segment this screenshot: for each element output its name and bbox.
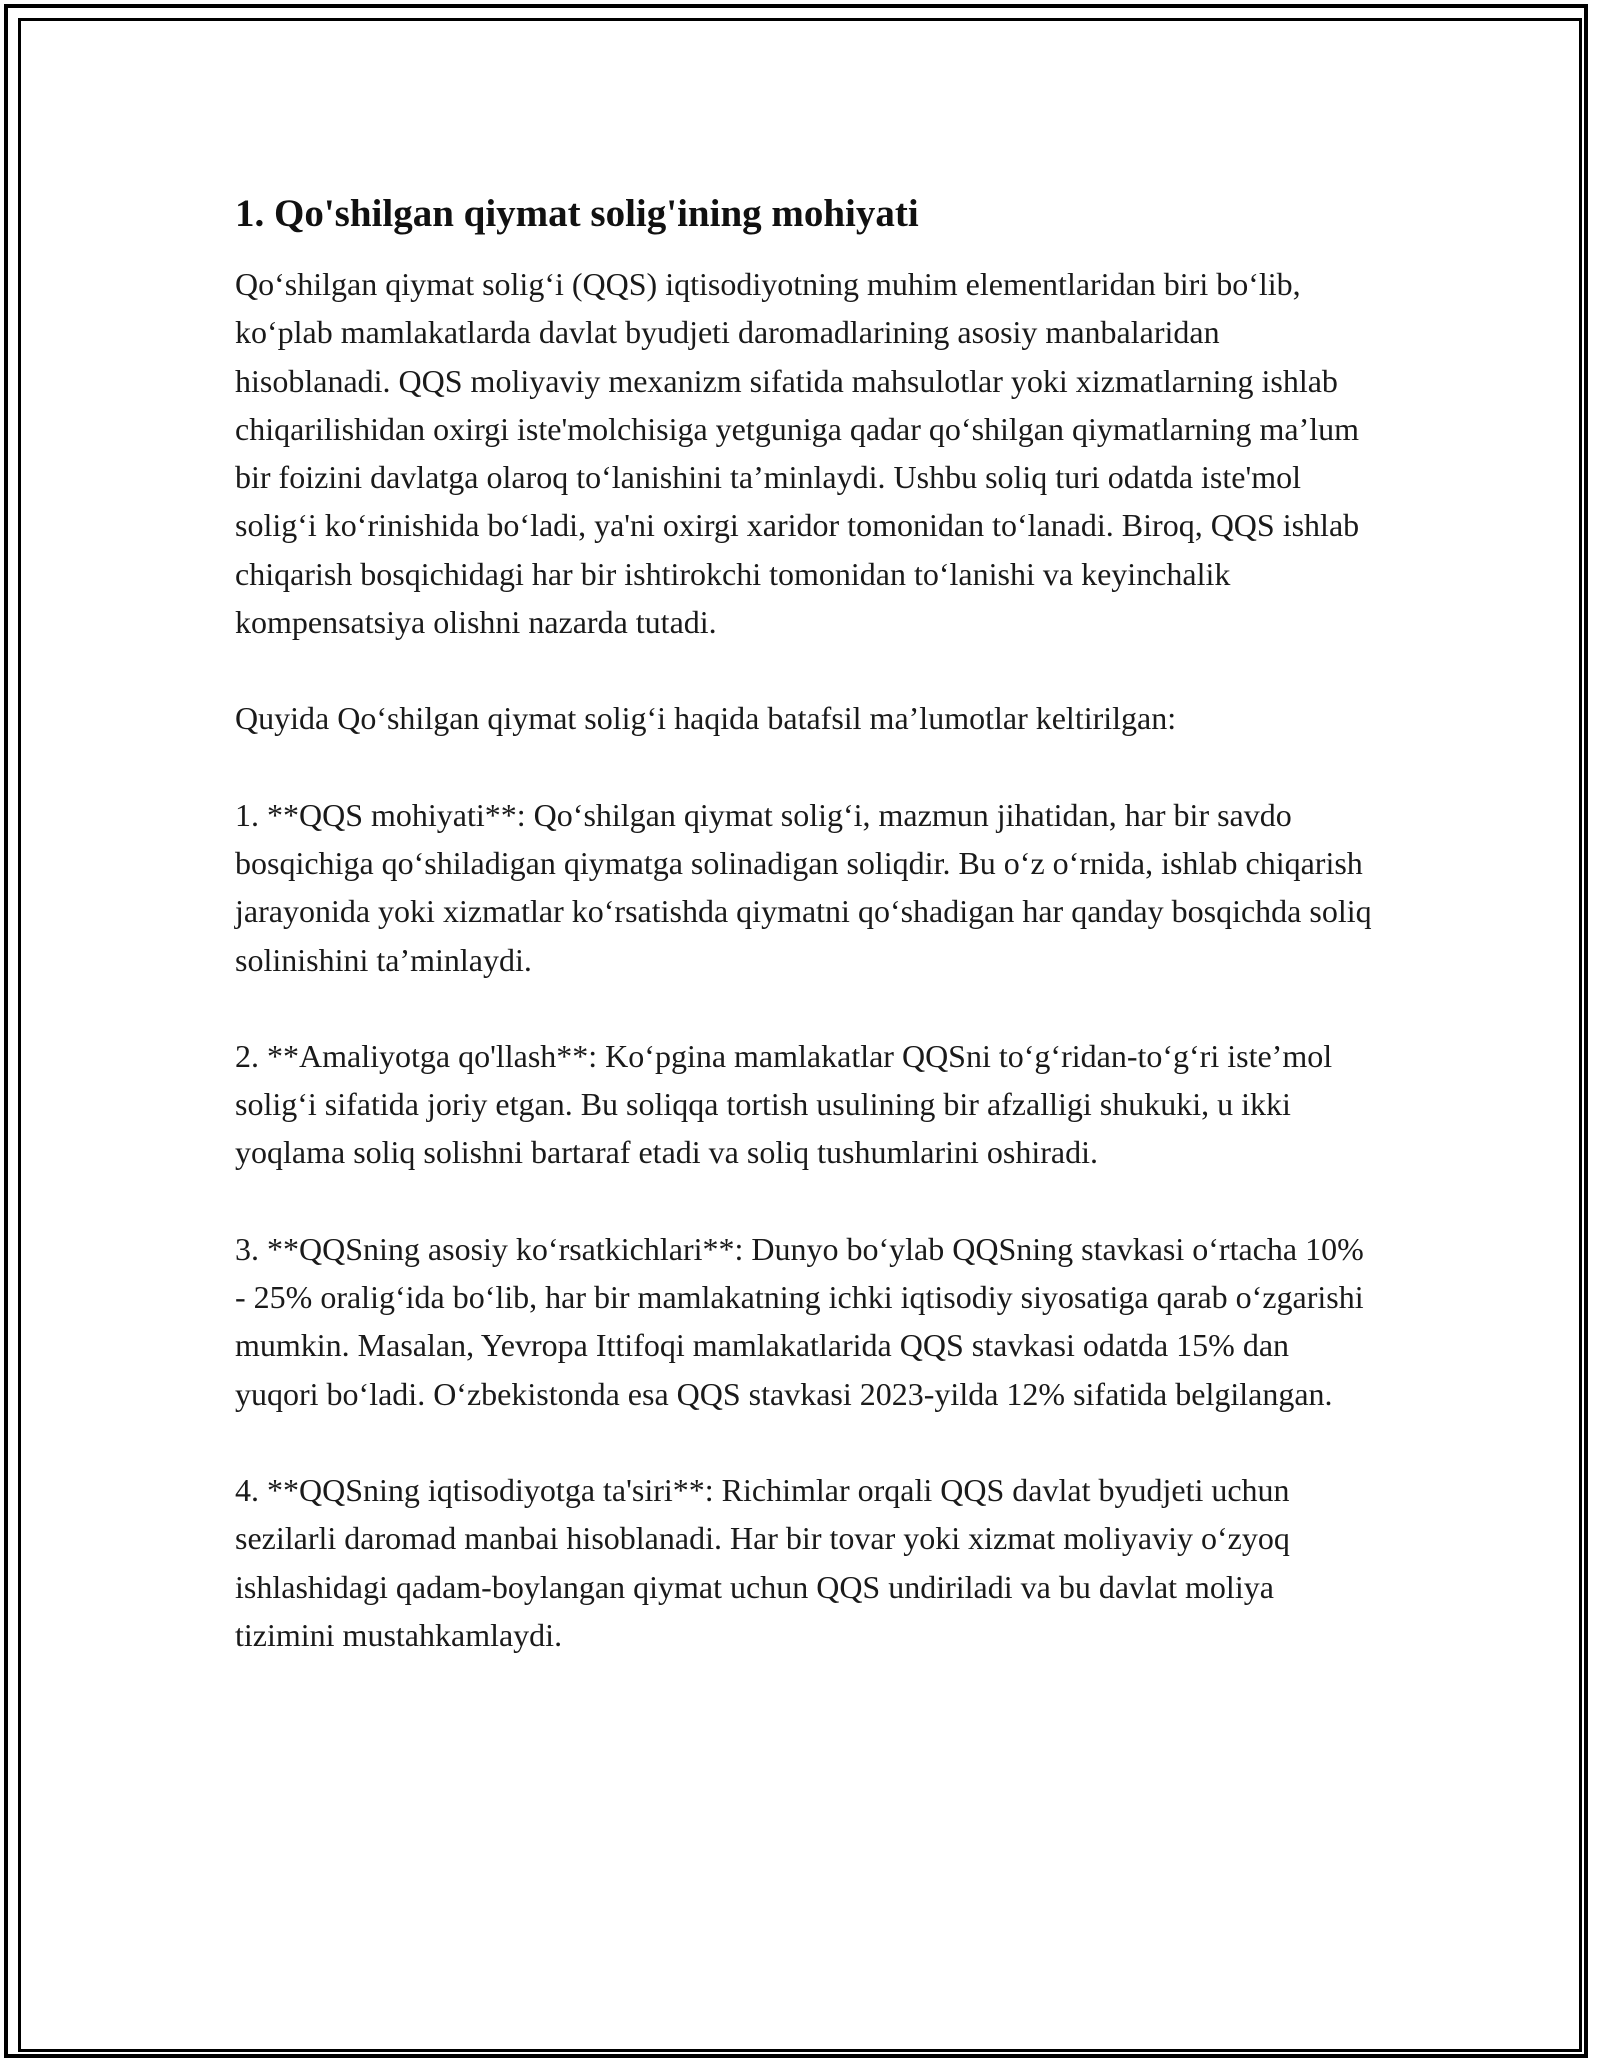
paragraph-item-1: 1. **QQS mohiyati**: Qo‘shilgan qiymat solig‘i, mazmun jihatidan, har bir savdo bosqichiga qo‘shiladigan qiymatga solinadigan soliqdir. Bu o‘z o‘rnida, ishlab chiqarish jarayonida yoki xizmatlar ko‘rsatishda qiymatni qo‘shadigan har qanday bosqichda soliq solinishini ta’minlaydi.	[235, 796, 1372, 978]
paragraph-list-intro: Quyida Qo‘shilgan qiymat solig‘i haqida batafsil ma’lumotlar keltirilgan:	[235, 700, 1177, 737]
paragraph-item-4: 4. **QQSning iqtisodiyotga ta'siri**: Richimlar orqali QQS davlat byudjeti uchun sezilarli daromad manbai hisoblanadi. Har bir tovar yoki xizmat moliyaviy o‘zyoq ishlashidagi qadam-boylangan qiymat uchun QQS undiriladi va bu davlat moliya tizimini mustahkamlaydi.	[235, 1471, 1290, 1653]
paragraph-intro: Qo‘shilgan qiymat solig‘i (QQS) iqtisodiyotning muhim elementlaridan biri bo‘lib, ko‘plab mamlakatlarda davlat byudjeti daromadlarining asosiy manbalaridan hisoblanadi. QQS moliyaviy mexanizm sifatida mahsulotlar yoki xizmatlarning ishlab chiqarilishidan oxirgi iste'molchisiga yetguniga qadar qo‘shilgan qiymatlarning ma’lum bir foizini davlatga olaroq to‘lanishini ta’minlaydi. Ushbu soliq turi odatda iste'mol solig‘i ko‘rinishida bo‘ladi, ya'ni oxirgi xaridor tomonidan to‘lanadi. Biroq, QQS ishlab chiqarish bosqichidagi har bir ishtirokchi tomonidan to‘lanishi va keyinchalik kompensatsiya olishni nazarda tutadi.	[235, 266, 1360, 641]
document-body	[235, 186, 1375, 1707]
paragraph-item-2: 2. **Amaliyotga qo'llash**: Ko‘pgina mamlakatlar QQSni to‘g‘ridan-to‘g‘ri iste’mol solig‘i sifatida joriy etgan. Bu soliqqa tortish usulining bir afzalligi shukuki, u ikki yoqlama soliq solishni bartaraf etadi va soliq tushumlarini oshiradi.	[235, 1037, 1333, 1171]
section-heading: 1. Qo'shilgan qiymat solig'ining mohiyati	[235, 192, 919, 235]
paragraph-item-3: 3. **QQSning asosiy ko‘rsatkichlari**: Dunyo bo‘ylab QQSning stavkasi o‘rtacha 10% - 25% oralig‘ida bo‘lib, har bir mamlakatning ichki iqtisodiy siyosatiga qarab o‘zgarishi mumkin. Masalan, Yevropa Ittifoqi mamlakatlarida QQS stavkasi odatda 15% dan yuqori bo‘ladi. O‘zbekistonda esa QQS stavkasi 2023-yilda 12% sifatida belgilangan.	[235, 1230, 1364, 1412]
